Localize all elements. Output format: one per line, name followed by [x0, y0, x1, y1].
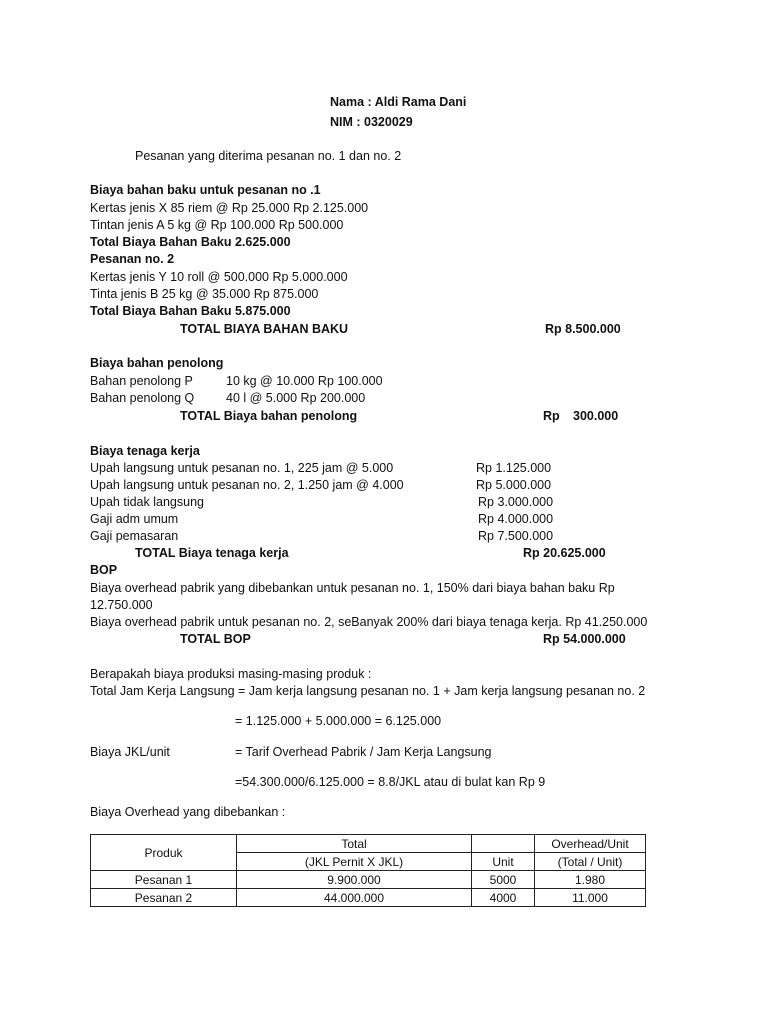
produksi-question: Berapakah biaya produksi masing-masing produk :: [90, 667, 372, 681]
tenaga-row-label: Upah langsung untuk pesanan no. 2, 1.250 jam @ 4.000: [90, 478, 404, 492]
total-bahan-baku-2: Total Biaya Bahan Baku 5.875.000: [90, 304, 291, 318]
tenaga-heading: Biaya tenaga kerja: [90, 444, 200, 458]
tinta-b-line: Tinta jenis B 25 kg @ 35.000 Rp 875.000: [90, 287, 319, 301]
pesanan-2-heading: Pesanan no. 2: [90, 252, 175, 266]
penolong-total-label: TOTAL Biaya bahan penolong: [180, 409, 358, 423]
jkl-result: =54.300.000/6.125.000 = 8.8/JKL atau di bulat kan Rp 9: [235, 775, 546, 789]
header-overhead-unit: Overhead/Unit: [535, 835, 646, 853]
penolong-total-value: 300.000: [573, 409, 619, 423]
bop-total-value: Rp 54.000.000: [543, 632, 626, 646]
tenaga-row-label: Gaji adm umum: [90, 512, 179, 526]
header-produk: Produk: [91, 835, 237, 871]
header-overhead-unit-sub: (Total / Unit): [535, 853, 646, 871]
tenaga-row-value: Rp 5.000.000: [476, 478, 552, 492]
tenaga-total-value: Rp 20.625.000: [523, 546, 606, 560]
nim-line: NIM : 0320029: [330, 115, 413, 129]
bop-line-2: Biaya overhead pabrik untuk pesanan no. 2, seBanyak 200% dari biaya tenaga kerja. Rp 41.250.000: [90, 615, 648, 629]
penolong-q-value: 40 l @ 5.000 Rp 200.000: [226, 391, 366, 405]
header-unit: Unit: [472, 853, 535, 871]
cell-produk: Pesanan 1: [91, 871, 237, 889]
total-bahan-baku-1: Total Biaya Bahan Baku 2.625.000: [90, 235, 291, 249]
bop-total-label: TOTAL BOP: [180, 632, 251, 646]
tenaga-row-value: Rp 1.125.000: [476, 461, 552, 475]
penolong-q-label: Bahan penolong Q: [90, 391, 195, 405]
tinta-a-line: Tintan jenis A 5 kg @ Rp 100.000 Rp 500.000: [90, 218, 344, 232]
grand-bahan-baku-label: TOTAL BIAYA BAHAN BAKU: [180, 322, 349, 336]
tenaga-total-label: TOTAL Biaya tenaga kerja: [135, 546, 289, 560]
cell-produk: Pesanan 2: [91, 889, 237, 907]
jkl-formula: = Tarif Overhead Pabrik / Jam Kerja Langsung: [235, 745, 492, 759]
header-total: Total: [237, 835, 472, 853]
bahan-baku-heading: Biaya bahan baku untuk pesanan no .1: [90, 183, 321, 197]
tenaga-row-value: Rp 4.000.000: [478, 512, 554, 526]
table-row: [91, 871, 646, 889]
kertas-x-line: Kertas jenis X 85 riem @ Rp 25.000 Rp 2.125.000: [90, 201, 369, 215]
penolong-p-value: 10 kg @ 10.000 Rp 100.000: [226, 374, 383, 388]
bop-line-1a: Biaya overhead pabrik yang dibebankan untuk pesanan no. 1, 150% dari biaya bahan baku Rp: [90, 581, 615, 595]
bop-line-1b: 12.750.000: [90, 598, 153, 612]
tenaga-row-value: Rp 7.500.000: [478, 529, 554, 543]
penolong-p-label: Bahan penolong P: [90, 374, 193, 388]
cell-unit: 4000: [472, 889, 535, 907]
bop-heading: BOP: [90, 563, 118, 577]
kertas-y-line: Kertas jenis Y 10 roll @ 500.000 Rp 5.000.000: [90, 270, 348, 284]
nama-line: Nama : Aldi Rama Dani: [330, 95, 467, 109]
overhead-table: [90, 834, 646, 907]
cell-total: 9.900.000: [237, 871, 472, 889]
tenaga-row-value: Rp 3.000.000: [478, 495, 554, 509]
overhead-heading: Biaya Overhead yang dibebankan :: [90, 805, 286, 819]
header-unit-top: [472, 835, 535, 853]
table-row: [91, 889, 646, 907]
tenaga-row-label: Upah langsung untuk pesanan no. 1, 225 jam @ 5.000: [90, 461, 394, 475]
cell-total: 44.000.000: [237, 889, 472, 907]
intro-line: Pesanan yang diterima pesanan no. 1 dan no. 2: [135, 149, 402, 163]
cell-unit: 5000: [472, 871, 535, 889]
total-jkl-line: Total Jam Kerja Langsung = Jam kerja langsung pesanan no. 1 + Jam kerja langsung pesanan no. 2: [90, 684, 646, 698]
cell-overhead-unit: 1.980: [535, 871, 646, 889]
header-total-sub: (JKL Pernit X JKL): [237, 853, 472, 871]
cell-overhead-unit: 11.000: [535, 889, 646, 907]
tenaga-row-label: Gaji pemasaran: [90, 529, 179, 543]
jkl-label: Biaya JKL/unit: [90, 745, 170, 759]
penolong-heading: Biaya bahan penolong: [90, 356, 224, 370]
penolong-total-rp: Rp: [543, 409, 560, 423]
total-jkl-calc: = 1.125.000 + 5.000.000 = 6.125.000: [235, 714, 442, 728]
grand-bahan-baku-value: Rp 8.500.000: [545, 322, 621, 336]
tenaga-row-label: Upah tidak langsung: [90, 495, 204, 509]
